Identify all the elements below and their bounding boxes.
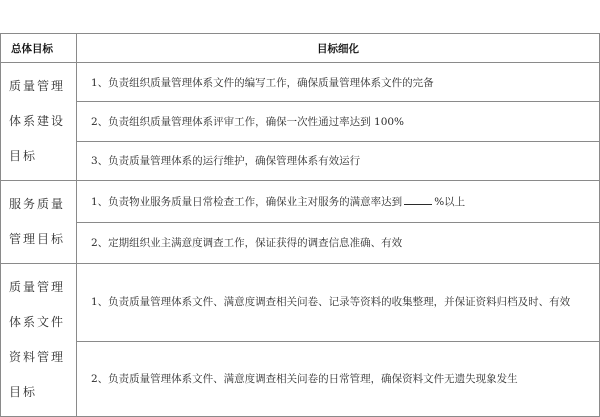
item-text-before-blank: 1、负责物业服务质量日常检查工作，确保业主对服务的满意率达到 [91,195,403,208]
goal-detail-item [77,181,600,223]
goal-service-quality: 服务质量管理目标 [1,181,77,264]
header-row [1,34,600,63]
goal-detail-item: 1、负责质量管理体系文件、满意度调查相关问卷、记录等资料的收集整理，并保证资料归档及时、有效 [77,264,600,342]
table-row [1,102,600,141]
goal-detail-item: 3、负责质量管理体系的运行维护，确保管理体系有效运行 [77,141,600,180]
table-row [1,181,600,223]
table-row [1,63,600,102]
table-row [1,141,600,180]
goal-quality-system: 质量管理体系建设目标 [1,63,77,181]
goals-table [0,33,600,417]
table-row [1,222,600,264]
goal-detail-item: 2、负责质量管理体系文件、满意度调查相关问卷的日常管理，确保资料文件无遗失现象发生 [77,341,600,416]
header-goal-detail: 目标细化 [77,34,600,63]
goal-document-management: 质量管理体系文件资料管理目标 [1,264,77,417]
table-row [1,264,600,342]
item-text-after-blank: %以上 [434,195,466,208]
table-row [1,341,600,416]
header-overall-goal: 总体目标 [1,34,77,63]
goal-detail-item: 2、负责组织质量管理体系评审工作，确保一次性通过率达到 100% [77,102,600,141]
fill-in-blank [404,194,432,205]
goal-detail-item: 1、负责组织质量管理体系文件的编写工作，确保质量管理体系文件的完备 [77,63,600,102]
goal-detail-item: 2、定期组织业主满意度调查工作，保证获得的调查信息准确、有效 [77,222,600,264]
